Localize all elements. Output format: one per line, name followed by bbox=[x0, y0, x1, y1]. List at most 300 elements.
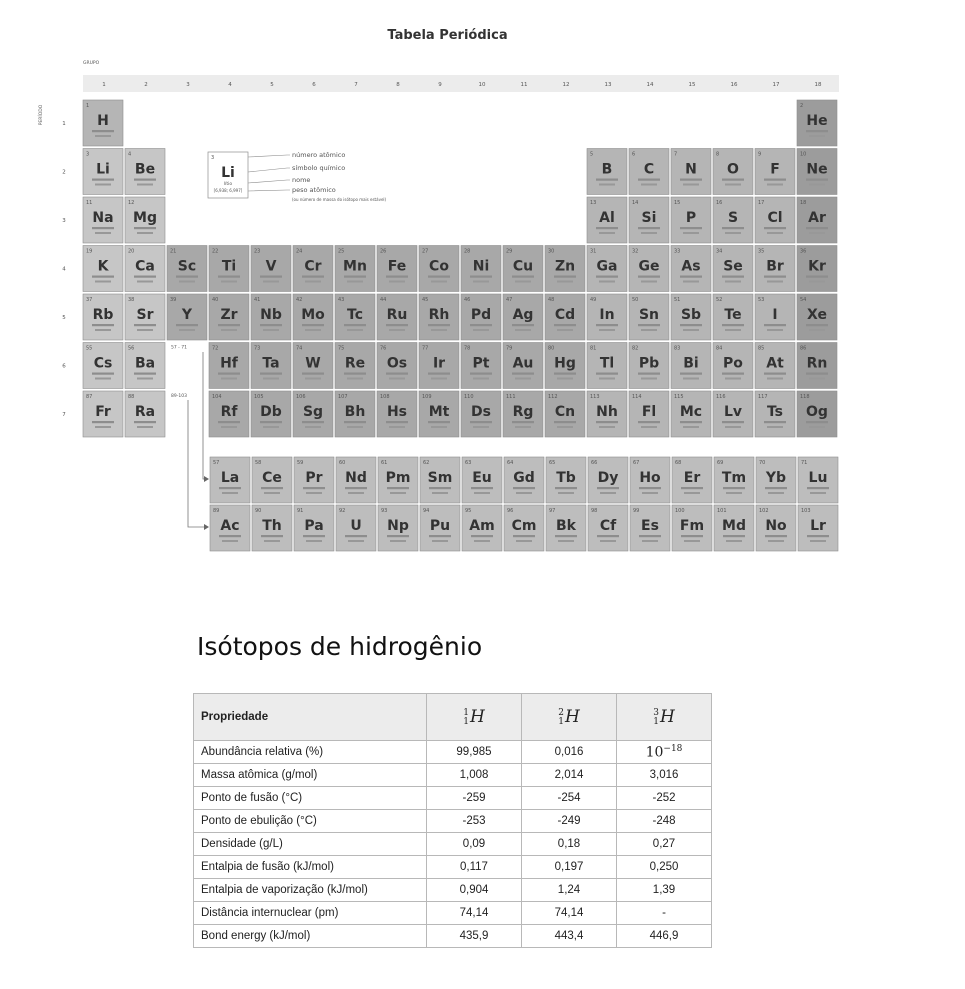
atomic-number: 25 bbox=[338, 248, 345, 255]
element-weight-text bbox=[432, 492, 448, 494]
table-row bbox=[194, 856, 712, 879]
element-name-text bbox=[386, 421, 408, 423]
element-symbol: Cl bbox=[767, 210, 783, 226]
element-name-text bbox=[134, 276, 156, 278]
element-weight-text bbox=[305, 378, 321, 380]
atomic-number: 29 bbox=[506, 248, 513, 255]
element-weight-text bbox=[641, 329, 657, 331]
element-weight-text bbox=[809, 184, 825, 186]
element-name-text bbox=[429, 487, 451, 489]
element-symbol: Po bbox=[723, 355, 743, 372]
element-name-text bbox=[723, 535, 745, 537]
element-weight-text bbox=[599, 426, 615, 428]
element-weight-text bbox=[431, 426, 447, 428]
atomic-number: 90 bbox=[255, 508, 262, 514]
atomic-number: 72 bbox=[212, 345, 219, 352]
element-symbol: Bh bbox=[344, 404, 366, 420]
element-name-text bbox=[722, 276, 744, 278]
element-symbol: Np bbox=[387, 518, 409, 534]
cell-value: 0,016 bbox=[522, 741, 617, 764]
element-symbol: Br bbox=[766, 258, 784, 275]
element-weight-text bbox=[347, 281, 363, 283]
element-symbol: Ca bbox=[135, 258, 155, 275]
group-number: 18 bbox=[814, 82, 822, 88]
element-weight-text bbox=[431, 378, 447, 380]
period-number: 3 bbox=[62, 218, 66, 224]
element-symbol: Tm bbox=[721, 470, 747, 486]
element-symbol: Li bbox=[96, 161, 110, 178]
header-protium: 1 1 H bbox=[427, 694, 522, 741]
element-name-text bbox=[512, 373, 534, 375]
atomic-number: 43 bbox=[338, 297, 345, 303]
element-weight-text bbox=[725, 184, 741, 186]
element-symbol: Rg bbox=[512, 404, 534, 420]
table-row bbox=[194, 764, 712, 787]
group-number: 2 bbox=[144, 82, 148, 88]
element-name-text bbox=[723, 487, 745, 489]
atomic-number: 50 bbox=[632, 297, 639, 303]
element-name-text bbox=[807, 487, 829, 489]
atomic-number: 76 bbox=[380, 345, 387, 352]
atomic-number: 100 bbox=[675, 508, 685, 514]
atomic-number: 10 bbox=[800, 151, 807, 158]
atomic-number: 14 bbox=[632, 200, 639, 206]
element-symbol: Cm bbox=[511, 518, 537, 534]
element-name-text bbox=[92, 373, 114, 375]
element-weight-text bbox=[306, 540, 322, 542]
element-name-text bbox=[218, 276, 240, 278]
row-label: Distância internuclear (pm) bbox=[194, 902, 427, 925]
atomic-number: 94 bbox=[423, 508, 430, 514]
atomic-number: 49 bbox=[590, 297, 597, 303]
cell-value-power: $10^{-18}$ bbox=[617, 741, 712, 764]
element-symbol: Pb bbox=[638, 355, 660, 372]
cell-value: 3,016 bbox=[617, 764, 712, 787]
atomic-number: 61 bbox=[381, 460, 388, 466]
atomic-number: 88 bbox=[128, 394, 135, 400]
atomic-number: 57 bbox=[213, 460, 220, 466]
element-symbol: Cs bbox=[93, 355, 113, 372]
element-name-text bbox=[386, 324, 408, 326]
element-weight-text bbox=[389, 329, 405, 331]
element-weight-text bbox=[725, 232, 741, 234]
element-weight-text bbox=[431, 281, 447, 283]
element-symbol: Gd bbox=[513, 470, 535, 486]
atomic-number: 62 bbox=[423, 460, 430, 466]
element-name-text bbox=[134, 179, 156, 181]
element-symbol: Hs bbox=[386, 404, 408, 420]
element-symbol: Ne bbox=[806, 161, 828, 178]
element-name-text bbox=[513, 535, 535, 537]
element-name-text bbox=[722, 324, 744, 326]
element-name-text bbox=[807, 535, 829, 537]
element-weight-text bbox=[347, 378, 363, 380]
atomic-number: 20 bbox=[128, 248, 135, 255]
atomic-number: 111 bbox=[506, 394, 516, 400]
element-symbol: Sn bbox=[638, 307, 660, 323]
element-name-text bbox=[428, 276, 450, 278]
legend-label: número atômico bbox=[292, 151, 346, 159]
cell-value: -253 bbox=[427, 810, 522, 833]
element-symbol: Pa bbox=[304, 518, 324, 534]
element-weight-text bbox=[683, 329, 699, 331]
period-label: PERÍODO bbox=[39, 104, 44, 126]
atomic-number: 71 bbox=[801, 460, 808, 466]
group-number: 14 bbox=[646, 82, 654, 88]
atomic-number: 102 bbox=[759, 508, 769, 514]
atomic-number: 18 bbox=[800, 200, 807, 206]
element-name-text bbox=[596, 276, 618, 278]
atomic-number: 95 bbox=[465, 508, 472, 514]
atomic-number: 115 bbox=[674, 394, 684, 400]
element-weight-text bbox=[263, 426, 279, 428]
element-symbol: Tl bbox=[599, 355, 615, 372]
table-row bbox=[194, 902, 712, 925]
element-name-text bbox=[680, 421, 702, 423]
element-name-text bbox=[513, 487, 535, 489]
legend-name: lítio bbox=[223, 182, 233, 187]
element-weight-text bbox=[809, 378, 825, 380]
element-symbol: Cn bbox=[554, 404, 576, 420]
element-symbol: Ho bbox=[639, 470, 661, 486]
element-symbol: Rf bbox=[220, 404, 238, 420]
element-symbol: P bbox=[685, 210, 697, 226]
element-symbol: Fr bbox=[95, 404, 111, 420]
element-weight-text bbox=[767, 329, 783, 331]
element-symbol: Md bbox=[722, 518, 746, 534]
element-weight-text bbox=[95, 329, 111, 331]
legend-leader-line bbox=[248, 190, 290, 191]
atomic-number: 5 bbox=[590, 151, 594, 158]
element-symbol: In bbox=[599, 307, 615, 323]
atomic-number: 1 bbox=[86, 103, 90, 109]
element-symbol: Nd bbox=[345, 470, 367, 486]
periodic-table-title: Tabela Periódica bbox=[387, 28, 508, 43]
element-name-text bbox=[806, 179, 828, 181]
element-symbol: Tc bbox=[347, 307, 363, 323]
element-name-text bbox=[680, 324, 702, 326]
element-weight-text bbox=[809, 135, 825, 137]
atomic-number: 99 bbox=[633, 508, 640, 514]
legend-atomic-number: 3 bbox=[211, 155, 215, 161]
legend-label: símbolo químico bbox=[292, 164, 346, 172]
element-name-text bbox=[302, 276, 324, 278]
element-name-text bbox=[764, 276, 786, 278]
element-symbol: Cf bbox=[599, 518, 617, 534]
element-symbol: Cu bbox=[512, 258, 534, 275]
atomic-number: 23 bbox=[254, 248, 261, 255]
actinide-connector bbox=[188, 400, 208, 527]
group-number: 1 bbox=[102, 82, 106, 88]
group-number: 5 bbox=[270, 82, 274, 88]
atomic-number: 87 bbox=[86, 394, 93, 400]
element-name-text bbox=[303, 487, 325, 489]
element-symbol: H bbox=[97, 113, 109, 129]
atomic-number: 103 bbox=[801, 508, 811, 514]
element-weight-text bbox=[557, 378, 573, 380]
atomic-number: 56 bbox=[128, 345, 135, 352]
element-weight-text bbox=[137, 184, 153, 186]
element-symbol: V bbox=[265, 258, 277, 275]
element-weight-text bbox=[389, 281, 405, 283]
element-weight-text bbox=[683, 378, 699, 380]
element-name-text bbox=[92, 421, 114, 423]
element-symbol: Os bbox=[386, 355, 408, 372]
element-weight-text bbox=[95, 378, 111, 380]
arrow-icon bbox=[204, 476, 209, 482]
element-weight-text bbox=[473, 378, 489, 380]
element-name-text bbox=[680, 179, 702, 181]
table-row bbox=[194, 833, 712, 856]
element-name-text bbox=[176, 324, 198, 326]
element-name-text bbox=[261, 535, 283, 537]
atomic-number: 17 bbox=[758, 200, 765, 206]
element-name-text bbox=[764, 324, 786, 326]
element-weight-text bbox=[389, 378, 405, 380]
element-weight-text bbox=[263, 281, 279, 283]
row-label: Bond energy (kJ/mol) bbox=[194, 925, 427, 948]
atomic-number: 6 bbox=[632, 151, 636, 158]
atomic-number: 107 bbox=[338, 394, 348, 400]
element-weight-text bbox=[221, 378, 237, 380]
element-name-text bbox=[596, 227, 618, 229]
cell-value: 0,117 bbox=[427, 856, 522, 879]
cell-value: 0,09 bbox=[427, 833, 522, 856]
atomic-number: 12 bbox=[128, 200, 135, 206]
atomic-number: 9 bbox=[758, 151, 762, 158]
element-symbol: Db bbox=[260, 404, 282, 420]
element-symbol: C bbox=[643, 161, 655, 178]
element-symbol: Sm bbox=[427, 470, 453, 486]
element-symbol: Rb bbox=[92, 307, 114, 323]
group-number: 15 bbox=[688, 82, 696, 88]
atomic-number: 45 bbox=[422, 297, 429, 303]
table-row bbox=[194, 810, 712, 833]
element-weight-text bbox=[641, 232, 657, 234]
element-weight-text bbox=[390, 492, 406, 494]
element-weight-text bbox=[767, 232, 783, 234]
atomic-number: 40 bbox=[212, 297, 219, 303]
element-symbol: K bbox=[97, 258, 109, 275]
element-weight-text bbox=[473, 329, 489, 331]
atomic-number: 113 bbox=[590, 394, 600, 400]
element-symbol: Ra bbox=[134, 404, 156, 420]
element-weight-text bbox=[641, 378, 657, 380]
element-name-text bbox=[471, 535, 493, 537]
atomic-number: 41 bbox=[254, 297, 261, 303]
table-row bbox=[194, 879, 712, 902]
element-name-text bbox=[596, 373, 618, 375]
element-symbol: Ir bbox=[432, 355, 446, 372]
element-weight-text bbox=[557, 281, 573, 283]
element-name-text bbox=[765, 535, 787, 537]
element-symbol: Pt bbox=[472, 355, 490, 372]
row-label: Entalpia de fusão (kJ/mol) bbox=[194, 856, 427, 879]
group-number: 4 bbox=[228, 82, 232, 88]
element-weight-text bbox=[137, 232, 153, 234]
element-name-text bbox=[596, 421, 618, 423]
element-name-text bbox=[680, 276, 702, 278]
element-name-text bbox=[219, 487, 241, 489]
element-symbol: Ac bbox=[220, 518, 240, 534]
atomic-number: 33 bbox=[674, 248, 681, 255]
element-name-text bbox=[386, 276, 408, 278]
element-name-text bbox=[639, 487, 661, 489]
atomic-number: 16 bbox=[716, 200, 723, 206]
element-name-text bbox=[470, 324, 492, 326]
element-name-text bbox=[806, 373, 828, 375]
atomic-number: 81 bbox=[590, 345, 597, 352]
cell-value: 435,9 bbox=[427, 925, 522, 948]
element-weight-text bbox=[642, 540, 658, 542]
element-symbol: Ru bbox=[386, 307, 408, 323]
table-row bbox=[194, 787, 712, 810]
atomic-number: 26 bbox=[380, 248, 387, 255]
element-name-text bbox=[218, 324, 240, 326]
row-label: Abundância relativa (%) bbox=[194, 741, 427, 764]
cell-value: 446,9 bbox=[617, 925, 712, 948]
element-weight-text bbox=[305, 329, 321, 331]
element-weight-text bbox=[348, 540, 364, 542]
group-number: 17 bbox=[772, 82, 780, 88]
cell-value: 443,4 bbox=[522, 925, 617, 948]
element-symbol: Rn bbox=[806, 355, 828, 372]
element-name-text bbox=[218, 421, 240, 423]
period-number: 5 bbox=[62, 315, 66, 321]
cell-value: 99,985 bbox=[427, 741, 522, 764]
element-weight-text bbox=[515, 378, 531, 380]
cell-value: 74,14 bbox=[427, 902, 522, 925]
element-weight-text bbox=[516, 492, 532, 494]
element-symbol: Mo bbox=[301, 307, 325, 323]
element-symbol: Te bbox=[724, 307, 742, 323]
element-name-text bbox=[387, 535, 409, 537]
element-name-text bbox=[554, 276, 576, 278]
element-symbol: Nb bbox=[260, 307, 282, 323]
atomic-number: 118 bbox=[800, 394, 810, 400]
element-symbol: Lr bbox=[810, 518, 826, 534]
element-symbol: Hg bbox=[554, 355, 576, 372]
legend-leader-line bbox=[248, 168, 290, 172]
element-name-text bbox=[92, 179, 114, 181]
group-number: 8 bbox=[396, 82, 400, 88]
element-symbol: Mt bbox=[428, 404, 450, 420]
element-weight-text bbox=[599, 184, 615, 186]
element-symbol: Kr bbox=[808, 258, 826, 275]
element-symbol: Se bbox=[723, 258, 743, 275]
cell-value: -249 bbox=[522, 810, 617, 833]
element-weight-text bbox=[431, 329, 447, 331]
atomic-number: 110 bbox=[464, 394, 474, 400]
element-name-text bbox=[596, 324, 618, 326]
atomic-number: 28 bbox=[464, 248, 471, 255]
element-name-text bbox=[302, 324, 324, 326]
element-name-text bbox=[596, 179, 618, 181]
atomic-number: 67 bbox=[633, 460, 640, 466]
element-weight-text bbox=[599, 281, 615, 283]
header-deuterium: 2 1 H bbox=[522, 694, 617, 741]
element-weight-text bbox=[642, 492, 658, 494]
atomic-number: 70 bbox=[759, 460, 766, 466]
atomic-number: 108 bbox=[380, 394, 390, 400]
element-weight-text bbox=[515, 426, 531, 428]
element-symbol: Be bbox=[134, 161, 156, 178]
element-name-text bbox=[722, 373, 744, 375]
atomic-number: 66 bbox=[591, 460, 598, 466]
element-weight-text bbox=[557, 426, 573, 428]
element-name-text bbox=[470, 373, 492, 375]
element-weight-text bbox=[473, 426, 489, 428]
element-symbol: Ti bbox=[221, 258, 237, 275]
group-number: 7 bbox=[354, 82, 358, 88]
element-name-text bbox=[680, 373, 702, 375]
cell-value: 0,904 bbox=[427, 879, 522, 902]
atomic-number: 101 bbox=[717, 508, 727, 514]
element-weight-text bbox=[725, 378, 741, 380]
element-symbol: Lu bbox=[808, 470, 828, 486]
legend-note: (ou número de massa do isótopo mais estável) bbox=[292, 197, 387, 202]
atomic-number: 79 bbox=[506, 345, 513, 352]
element-name-text bbox=[638, 373, 660, 375]
element-weight-text bbox=[683, 281, 699, 283]
atomic-number: 30 bbox=[548, 248, 555, 255]
element-weight-text bbox=[473, 281, 489, 283]
element-symbol: Fm bbox=[679, 518, 705, 534]
element-symbol: Tb bbox=[556, 470, 576, 486]
atomic-number: 59 bbox=[297, 460, 304, 466]
group-number: 10 bbox=[478, 82, 486, 88]
element-weight-text bbox=[641, 426, 657, 428]
element-name-text bbox=[176, 276, 198, 278]
element-symbol: Pm bbox=[385, 470, 411, 486]
element-symbol: Fe bbox=[387, 258, 407, 275]
element-weight-text bbox=[222, 540, 238, 542]
element-name-text bbox=[344, 276, 366, 278]
element-name-text bbox=[428, 373, 450, 375]
element-weight-text bbox=[95, 184, 111, 186]
group-number: 13 bbox=[604, 82, 612, 88]
element-weight-text bbox=[179, 281, 195, 283]
element-symbol: I bbox=[772, 307, 778, 323]
element-weight-text bbox=[725, 281, 741, 283]
element-name-text bbox=[597, 487, 619, 489]
element-weight-text bbox=[432, 540, 448, 542]
element-weight-text bbox=[305, 426, 321, 428]
atomic-number: 31 bbox=[590, 248, 597, 255]
element-symbol: Si bbox=[641, 210, 657, 226]
element-name-text bbox=[554, 421, 576, 423]
element-name-text bbox=[554, 324, 576, 326]
element-name-text bbox=[681, 487, 703, 489]
element-symbol: O bbox=[727, 161, 739, 178]
element-weight-text bbox=[137, 378, 153, 380]
element-symbol: Er bbox=[683, 470, 701, 486]
atomic-number: 51 bbox=[674, 297, 681, 303]
group-number: 6 bbox=[312, 82, 316, 88]
element-symbol: Al bbox=[599, 210, 615, 226]
group-number: 12 bbox=[562, 82, 570, 88]
element-symbol: Re bbox=[344, 355, 366, 372]
element-weight-text bbox=[809, 232, 825, 234]
element-symbol: Fl bbox=[641, 404, 657, 420]
cell-value: -254 bbox=[522, 787, 617, 810]
element-weight-text bbox=[515, 281, 531, 283]
element-weight-text bbox=[684, 540, 700, 542]
element-weight-text bbox=[222, 492, 238, 494]
element-weight-text bbox=[600, 492, 616, 494]
atomic-number: 38 bbox=[128, 297, 135, 303]
atomic-number: 13 bbox=[590, 200, 597, 206]
